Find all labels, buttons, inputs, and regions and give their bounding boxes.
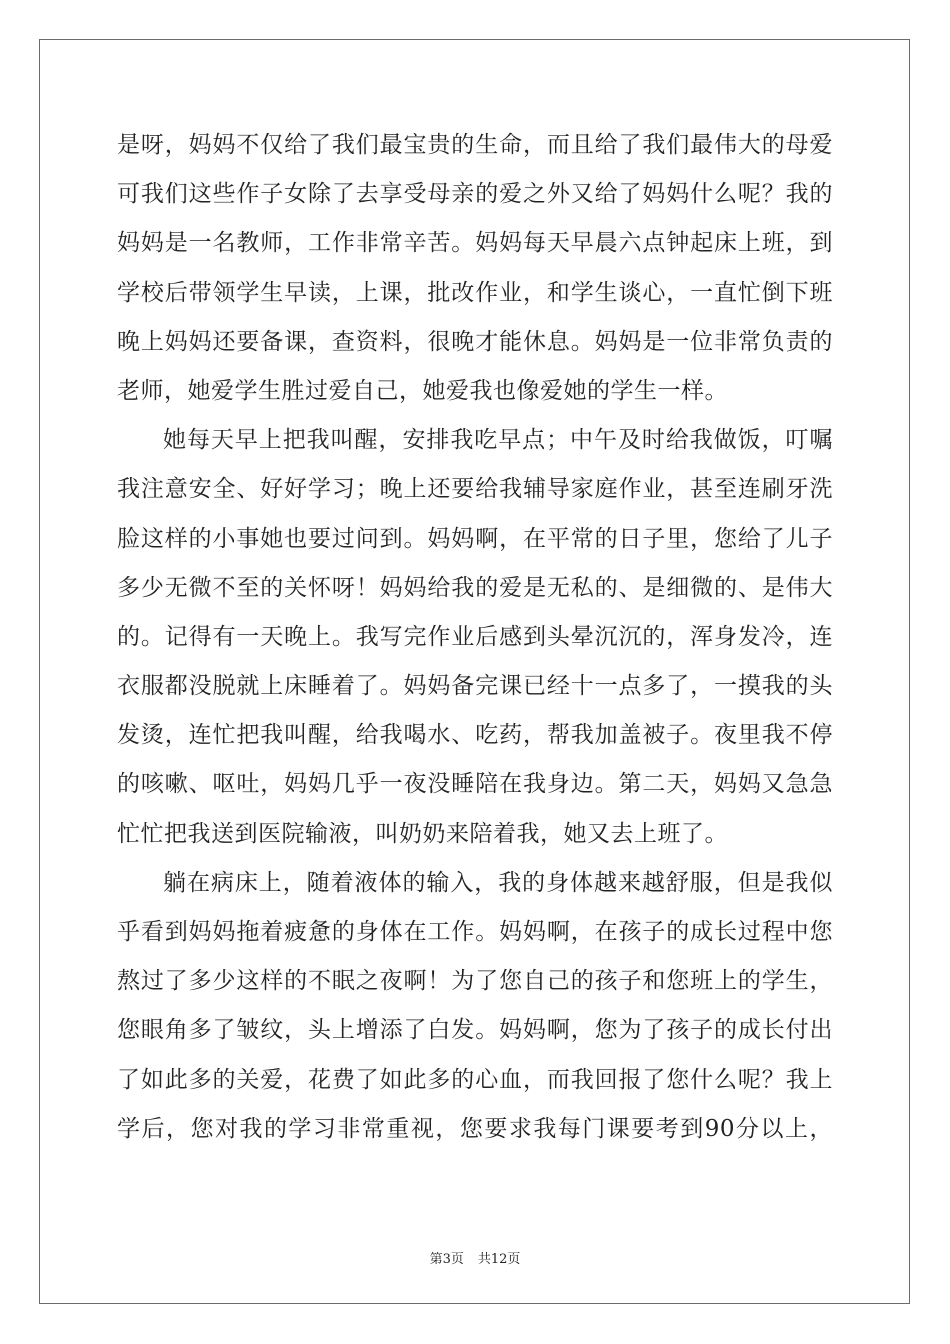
text-line: 妈妈是一名教师，工作非常辛苦。妈妈每天早晨六点钟起床上班，到 [117, 230, 833, 257]
text-line: 了如此多的关爱，花费了如此多的心血，而我回报了您什么呢？我上 [117, 1066, 833, 1093]
text-line: 的。记得有一天晚上。我写完作业后感到头晕沉沉的，浑身发冷，连 [117, 623, 833, 650]
text-line: 脸这样的小事她也要过问到。妈妈啊，在平常的日子里，您给了儿子 [117, 525, 833, 552]
text-line: 乎看到妈妈拖着疲惫的身体在工作。妈妈啊，在孩子的成长过程中您 [117, 919, 833, 945]
page-total: 共12页 [477, 1252, 521, 1267]
text-line: 是呀，妈妈不仅给了我们最宝贵的生命，而且给了我们最伟大的母爱 [117, 132, 833, 158]
text-line: 学校后带领学生早读，上课，批改作业，和学生谈心，一直忙倒下班 [117, 279, 833, 306]
text-line: 我注意安全、好好学习；晚上还要给我辅导家庭作业，甚至连刷牙洗 [117, 476, 833, 503]
text-line: 躺在病床上，随着液体的输入，我的身体越来越舒服，但是我似 [163, 869, 833, 896]
page-number: 第3页 [429, 1252, 464, 1267]
text-line: 她每天早上把我叫醒，安排我吃早点；中午及时给我做饭，叮嘱 [163, 427, 833, 454]
text-line: 发烫，连忙把我叫醒，给我喝水、吃药，帮我加盖被子。夜里我不停 [117, 722, 833, 749]
page-footer [0, 1248, 950, 1267]
text-line: 忙忙把我送到医院输液，叫奶奶来陪着我，她又去上班了。 [117, 820, 728, 847]
body-text [117, 121, 833, 1154]
text-line: 的咳嗽、呕吐，妈妈几乎一夜没睡陪在我身边。第二天，妈妈又急急 [117, 771, 833, 798]
text-line: 多少无微不至的关怀呀！妈妈给我的爱是无私的、是细微的、是伟大 [117, 574, 833, 601]
text-line: 老师，她爱学生胜过爱自己，她爱我也像爱她的学生一样。 [117, 377, 728, 404]
text-line: 学后，您对我的学习非常重视，您要求我每门课要考到90分以上， [117, 1115, 833, 1142]
text-line: 晚上妈妈还要备课，查资料，很晚才能休息。妈妈是一位非常负责的 [117, 328, 833, 355]
text-line: 熬过了多少这样的不眠之夜啊！为了您自己的孩子和您班上的学生， [117, 968, 833, 995]
text-line: 衣服都没脱就上床睡着了。妈妈备完课已经十一点多了，一摸我的头 [117, 673, 833, 700]
text-line: 您眼角多了皱纹，头上增添了白发。妈妈啊，您为了孩子的成长付出 [117, 1017, 833, 1044]
text-line: 可我们这些作子女除了去享受母亲的爱之外又给了妈妈什么呢？我的 [117, 181, 833, 208]
